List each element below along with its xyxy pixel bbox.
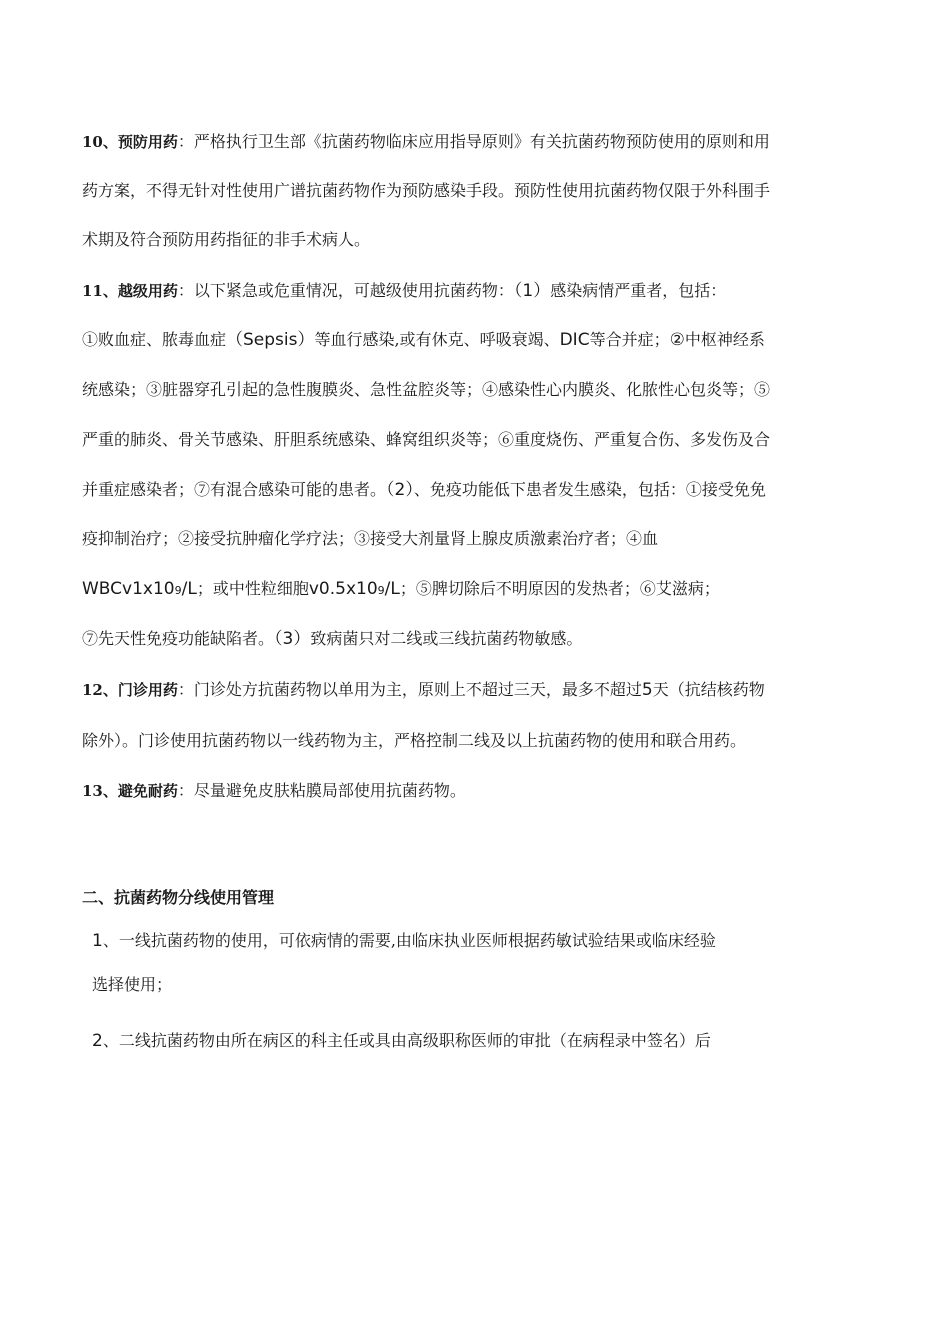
item-11-text-7e: /L [384,579,400,599]
item-10-line-3: 术期及符合预防用药指征的非手术病人。 [82,230,371,249]
section-2-item-1-line-2: 选择使用； [92,975,173,994]
item-11-text-7-exp-2: 9 [377,584,385,597]
item-11-text-2f: ② [669,330,685,350]
item-10-line-2: 药方案，不得无针对性使用广谱抗菌药物作为预防感染手段。预防性使用抗菌药物仅限于外科围手 [82,181,771,200]
item-13-label: 13、避免耐药 [82,782,178,800]
item-12-line-2: 除外）。门诊使用抗菌药物以一线药物为主，严格控制二线及以上抗菌药物的使用和联合用药。 [82,731,747,750]
item-11-line-4: 严重的肺炎、骨关节感染、肝胆系统感染、蜂窝组织炎等；⑥重度烧伤、严重复合伤、多发伤及合 [82,430,771,449]
section-2-item-1-text-1: 、一线抗菌药物的使用，可依病情的需要,由临床执业医师根据药敏试验结果或临床经验 [102,931,716,950]
item-11-text-7c: ；或中性粒细胞 [196,579,309,598]
item-11-line-7 [82,577,720,603]
item-11-line-5 [82,478,766,502]
item-11-text-2b: （Sepsis） [226,330,315,350]
item-13-line-1 [82,779,466,803]
section-2-heading: 二、抗菌药物分线使用管理 [82,888,275,907]
item-11-text-2d: DIC [559,330,590,350]
item-11-text-1c: 感染病情严重者，包括： [550,281,727,300]
section-2-item-1-number: 1 [92,931,103,951]
item-11-text-7d: v0.5x10 [308,579,378,599]
item-11-text-7f: ；⑤脾切除后不明原因的发热者；⑥艾滋病； [399,579,720,598]
item-11-text-8b: （3） [274,629,311,649]
item-11-text-2a: ①败血症、脓毒血症 [82,330,227,349]
item-11-text-7a: WBCv1x10 [82,579,175,599]
section-2-item-2-text-1: 、二线抗菌药物由所在病区的科主任或具由高级职称医师的审批（在病程录中签名）后 [102,1031,711,1050]
item-11-text-5a: 并重症感染者；⑦有混合感染可能的患者。 [82,480,387,499]
item-12-text-1b: 5 [641,680,653,700]
item-11-text-8a: ⑦先天性免疫功能缺陷者。 [82,629,275,648]
item-12-line-1 [82,678,765,702]
item-11-text-7-exp-1: 9 [174,584,182,597]
item-10-label: 10、预防用药 [82,133,178,151]
item-11-text-1a: ：以下紧急或危重情况，可越级使用抗菌药物： [177,281,514,300]
item-10-line-1 [82,130,770,154]
item-11-line-8 [82,627,582,651]
item-11-text-2g: 中枢神经系 [684,330,765,349]
item-11-text-7b: /L [181,579,197,599]
item-11-label: 11、越级用药 [82,282,178,300]
item-11-text-1b: （1） [513,281,551,301]
item-11-line-1 [82,279,726,303]
item-11-text-5c: 、免疫功能低下患者发生感染，包括：①接受免免 [413,480,766,499]
item-13-text-1: ：尽量避免皮肤粘膜局部使用抗菌药物。 [177,781,466,800]
section-2-item-1-line-1 [92,929,716,953]
item-11-line-3: 统感染；③脏器穿孔引起的急性腹膜炎、急性盆腔炎等；④感染性心内膜炎、化脓性心包炎等；⑤ [82,380,771,399]
section-2-item-2-number: 2 [92,1031,103,1051]
item-12-label: 12、门诊用药 [82,681,178,699]
item-11-line-2 [82,328,765,352]
item-11-text-2c: 等血行感染,或有休克、呼吸衰竭、 [314,330,560,349]
item-12-text-1c: 天（抗结核药物 [652,680,765,699]
item-11-text-8c: 致病菌只对二线或三线抗菌药物敏感。 [310,629,583,648]
section-2-item-2-line-1 [92,1029,711,1053]
item-11-text-5b: （2） [386,480,414,500]
item-11-line-6: 疫抑制治疗；②接受抗肿瘤化学疗法；③接受大剂量肾上腺皮质激素治疗者；④血 [82,529,659,548]
item-10-text-1: ：严格执行卫生部《抗菌药物临床应用指导原则》有关抗菌药物预防使用的原则和用 [177,132,770,151]
item-11-text-2e: 等合并症； [589,330,670,349]
item-12-text-1a: ：门诊处方抗菌药物以单用为主，原则上不超过三天，最多不超过 [177,680,642,699]
